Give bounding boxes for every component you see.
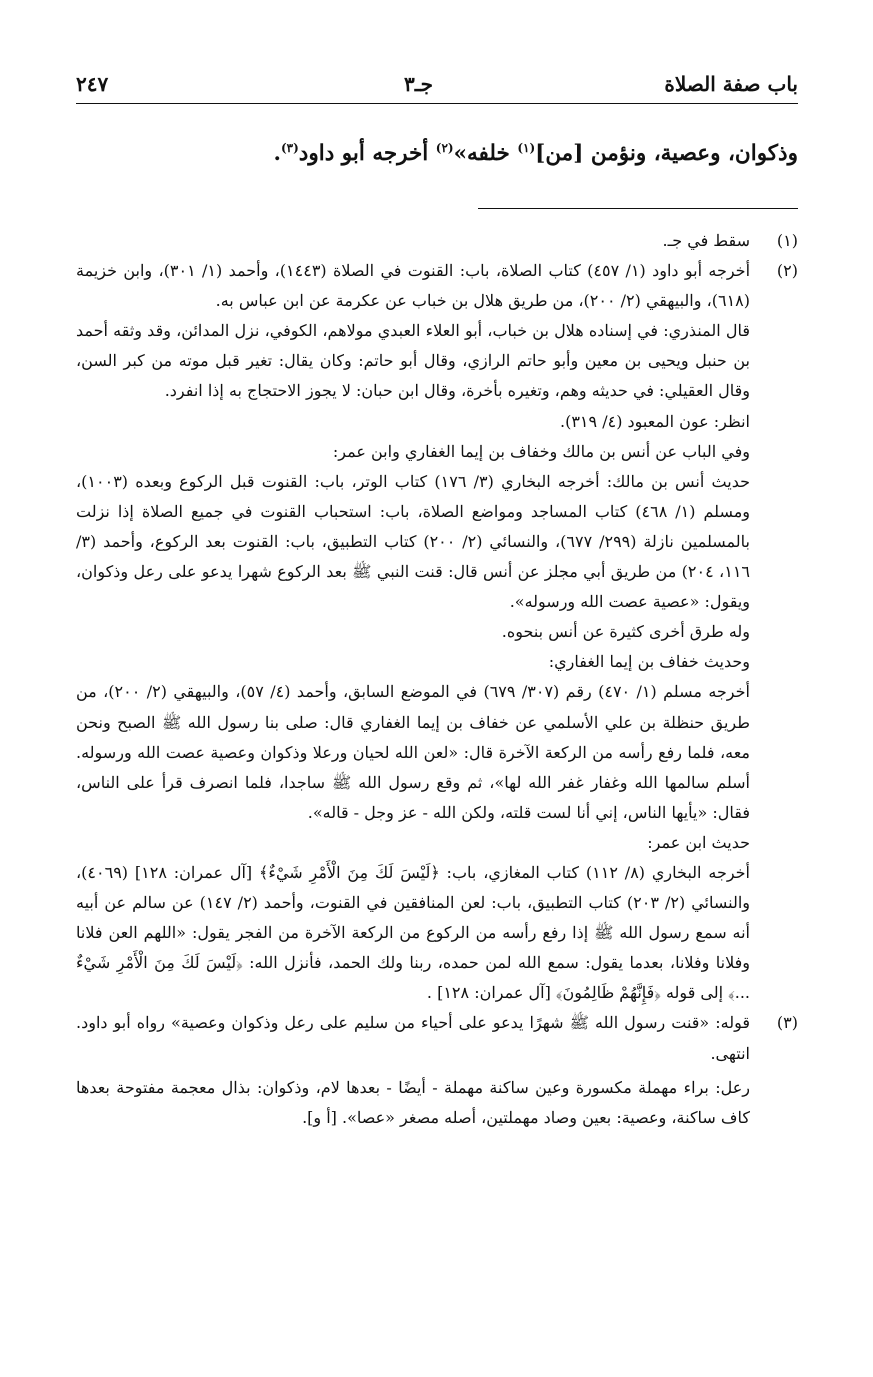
footnote-ref: (١) xyxy=(517,140,536,155)
chapter-title: باب صفة الصلاة xyxy=(664,72,798,96)
main-text-part: خلفه» xyxy=(453,141,518,166)
main-text-part: . xyxy=(273,141,281,166)
footnote-paragraph: حديث ابن عمر: xyxy=(647,832,750,852)
footnote-paragraph: رعل: براء مهملة مكسورة وعين ساكنة مهملة - أيضًا - بعدها لام، وذكوان: بذال معجمة مفتوحة بعدها كاف ساكنة، وعصية: بعين وصاد مهملتين، أصله مصغر «عصا». [أ و]. xyxy=(76,1077,750,1127)
footnote-ref: (٣) xyxy=(280,140,299,155)
footnote xyxy=(76,226,798,256)
footnote xyxy=(76,256,798,1008)
book-page xyxy=(76,58,798,1358)
footnotes xyxy=(76,226,798,1133)
footnote-paragraph: حديث أنس بن مالك: أخرجه البخاري (٣/ ١٧٦) كتاب الوتر، باب: القنوت قبل الركوع وبعده (١٠٠٣)، ومسلم (١/ ٤٦٨) كتاب المساجد ومواضع الصلاة، باب: استحباب القنوت في جميع الصلاة إذا نزلت بالمسلمين نازلة (٢٩٩/ ٦٧٧)، والنسائي (٢/ ٢٠٠) كتاب التطبيق، باب: القنوت بعد الركوع، وأحمد (٣/ ١١٦، ٢٠٤) من طريق أبي مجلز عن أنس قال: قنت النبي ﷺ بعد الركوع شهرا يدعو على رعل وذكوان، ويقول: «عصية عصت الله ورسوله». xyxy=(76,471,751,612)
footnote-paragraph: قال المنذري: في إسناده هلال بن خباب، أبو العلاء العبدي مولاهم، الكوفي، نزل المدائن، وقد وثقه أحمد بن حنبل ويحيى بن معين وأبو حاتم الرازي، وقال أبو حاتم: وكان يقال: تغير قبل موته من كبر السن، وقال العقيلي: في حديثه وهم، وتغيره بأخرة، وقال ابن حبان: لا يجوز الاحتجاج به إذا انفرد. xyxy=(76,321,750,401)
footnote-paragraph: قوله: «قنت رسول الله ﷺ شهرًا يدعو على أحياء من سليم على رعل وذكوان وعصية» رواه أبو داود. انتهى. xyxy=(76,1013,750,1063)
footnote-paragraph: أخرجه مسلم (١/ ٤٧٠) رقم (٣٠٧/ ٦٧٩) في الموضع السابق، وأحمد (٤/ ٥٧)، والبيهقي (٢/ ٢٠٠)، من طريق حنظلة بن علي الأسلمي عن خفاف بن إيما الغفاري قال: صلى بنا رسول الله ﷺ الصبح ونحن معه، فلما رفع رأسه من الركعة الآخرة قال: «لعن الله لحيان ورعلا وذكوان وعصية عصت الله ورسوله. أسلم سالمها الله وغفار غفر الله لها»، ثم وقع رسول الله ﷺ ساجدا، فلما انصرف قرأ على الناس، فقال: «يأيها الناس، إني أنا لست قلته، ولكن الله - عز وجل - قاله». xyxy=(76,682,750,822)
footnote-paragraph: أخرجه البخاري (٨/ ١١٢) كتاب المغازي، باب: ﴿لَيْسَ لَكَ مِنَ الْأَمْرِ شَيْءٌ﴾ [آل عمران: ١٢٨] (٤٠٦٩)، والنسائي (٢/ ٢٠٣) كتاب التطبيق، باب: لعن المنافقين في القنوت، وأحمد (٢/ ١٤٧) عن سالم عن أبيه أنه سمع رسول الله ﷺ إذا رفع رأسه من الركوع من الركعة الآخرة من الفجر يقول: «اللهم العن فلانا وفلانا وفلانا، بعدما يقول: سمع الله لمن حمده، ربنا ولك الحمد، فأنزل الله: ﴿لَيْسَ لَكَ مِنَ الْأَمْرِ شَيْءٌ ...﴾ إلى قوله ﴿فَإِنَّهُمْ ظَالِمُونَ﴾ [آل عمران: ١٢٨] . xyxy=(76,862,751,1003)
volume-label: جـ٣ xyxy=(404,72,433,96)
footnote-paragraph: وحديث خفاف بن إيما الغفاري: xyxy=(548,652,750,672)
footnote-paragraph: انظر: عون المعبود (٤/ ٣١٩). xyxy=(560,411,750,431)
header-rule xyxy=(76,103,798,104)
footnote-paragraph: وله طرق أخرى كثيرة عن أنس بنحوه. xyxy=(501,622,750,642)
page-number: ٢٤٧ xyxy=(76,72,109,96)
footnote xyxy=(76,1008,798,1132)
footnote-separator xyxy=(478,208,798,209)
main-text-part: أخرجه أبو داود xyxy=(298,141,436,166)
running-header xyxy=(76,72,798,106)
footnote-paragraph: وفي الباب عن أنس بن مالك وخفاف بن إيما الغفاري وابن عمر: xyxy=(332,441,750,461)
footnote-paragraph: سقط في جـ. xyxy=(662,231,750,250)
footnote-paragraph: أخرجه أبو داود (١/ ٤٥٧) كتاب الصلاة، باب: القنوت في الصلاة (١٤٤٣)، وأحمد (١/ ٣٠١)، وابن خزيمة (٦١٨)، والبيهقي (٢/ ٢٠٠)، من طريق هلال بن خباب عن عكرمة عن ابن عباس به. xyxy=(76,261,751,311)
footnote-marker: (٢) xyxy=(776,261,798,281)
footnote-ref: (٢) xyxy=(435,140,454,155)
main-text-part: وذكوان، وعصية، ونؤمن [من] xyxy=(535,141,798,166)
footnote-marker: (١) xyxy=(776,231,798,250)
main-text xyxy=(76,134,798,174)
footnote-marker: (٣) xyxy=(776,1013,798,1033)
